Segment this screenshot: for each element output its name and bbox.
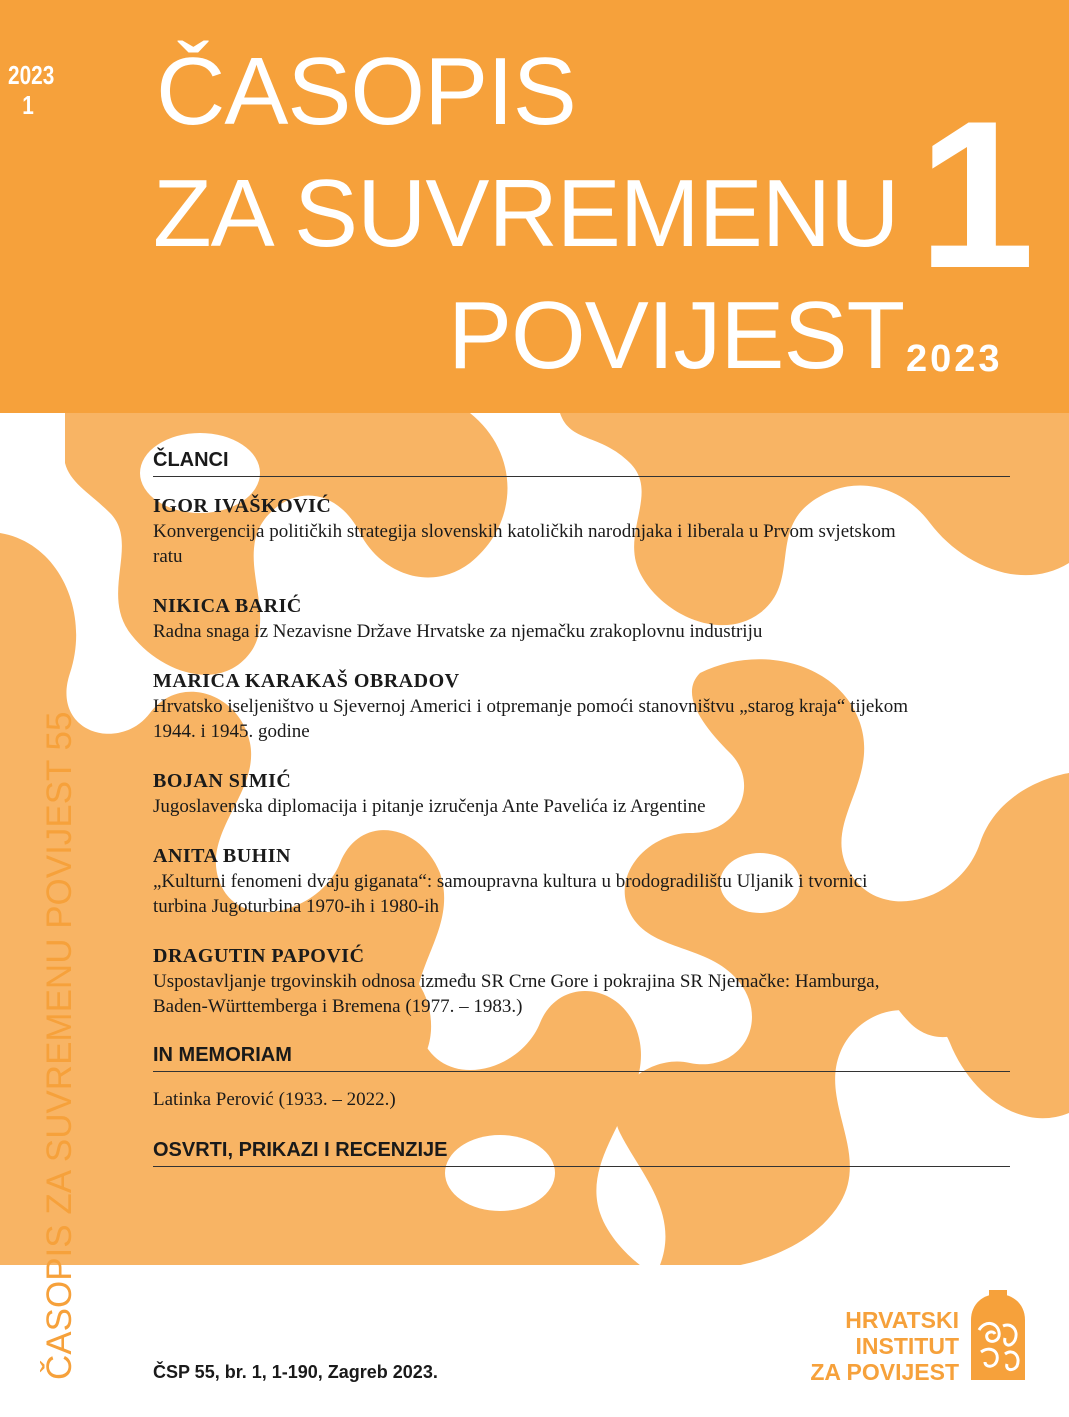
article-title-cont: Baden-Württemberga i Bremena (1977. – 1983.) — [153, 996, 523, 1017]
side-year: 2023 — [8, 60, 55, 90]
journal-reference: ČSP 55, br. 1, 1-190, Zagreb 2023. — [153, 1362, 438, 1382]
article-author: MARICA KARAKAŠ OBRADOV — [153, 670, 460, 692]
article-title: Konvergencija političkih strategija slovenskih katoličkih narodnjaka i liberala u Prvom svjetskom — [153, 521, 896, 542]
institute-logo-text — [810, 1307, 959, 1385]
logo-line1: HRVATSKI — [845, 1307, 959, 1333]
section-heading-in-memoriam: IN MEMORIAM — [153, 1044, 1010, 1072]
article-author: ANITA BUHIN — [153, 845, 291, 867]
side-year-issue — [8, 60, 55, 120]
article-title: Hrvatsko iseljeništvo u Sjevernoj Americi i otpremanje pomoći stanovništvu „starog kraja“ tijekom — [153, 696, 909, 717]
article-author: DRAGUTIN PAPOVIĆ — [153, 945, 365, 967]
article-entry — [153, 593, 1010, 644]
article-entry — [153, 943, 1010, 1019]
journal-title-line2: ZA SUVREMENU — [153, 160, 899, 267]
memoriam-entry: Latinka Perović (1933. – 2022.) — [153, 1089, 396, 1110]
article-entry — [153, 843, 1010, 919]
article-title-cont: 1944. i 1945. godine — [153, 721, 310, 742]
institute-emblem-icon — [963, 1290, 1033, 1380]
article-author: IGOR IVAŠKOVIĆ — [153, 495, 332, 517]
article-entry — [153, 493, 1010, 569]
side-issue: 1 — [22, 90, 34, 120]
journal-title-line1: ČASOPIS — [156, 38, 576, 145]
article-author: BOJAN SIMIĆ — [153, 770, 292, 792]
article-title: Uspostavljanje trgovinskih odnosa između SR Crne Gore i pokrajina SR Njemačke: Hamburga, — [153, 971, 880, 992]
article-author: NIKICA BARIĆ — [153, 595, 302, 617]
cover-header — [0, 0, 1069, 413]
article-title: Radna snaga iz Nezavisne Države Hrvatske za njemačku zrakoplovnu industriju — [153, 621, 763, 642]
section-heading-clanci: ČLANCI — [153, 449, 1010, 477]
issue-year: 2023 — [906, 338, 1003, 380]
article-title-cont: ratu — [153, 546, 183, 567]
journal-title-line3: POVIJEST — [448, 282, 905, 389]
logo-line3: ZA POVIJEST — [810, 1359, 959, 1385]
logo-line2: INSTITUT — [855, 1333, 959, 1359]
issue-number: 1 — [918, 77, 1035, 312]
article-title: Jugoslavenska diplomacija i pitanje izručenja Ante Pavelića iz Argentine — [153, 796, 706, 817]
article-entry — [153, 768, 1010, 819]
article-title: „Kulturni fenomeni dvaju giganata“: samoupravna kultura u brodogradilištu Uljanik i tvornici — [153, 871, 868, 892]
section-heading-osvrti: OSVRTI, PRIKAZI I RECENZIJE — [153, 1139, 1010, 1167]
article-title-cont: turbina Jugoturbina 1970-ih i 1980-ih — [153, 896, 440, 917]
spine-title: ČASOPIS ZA SUVREMENU POVIJEST 55 — [40, 711, 79, 1380]
article-entry — [153, 668, 1010, 744]
